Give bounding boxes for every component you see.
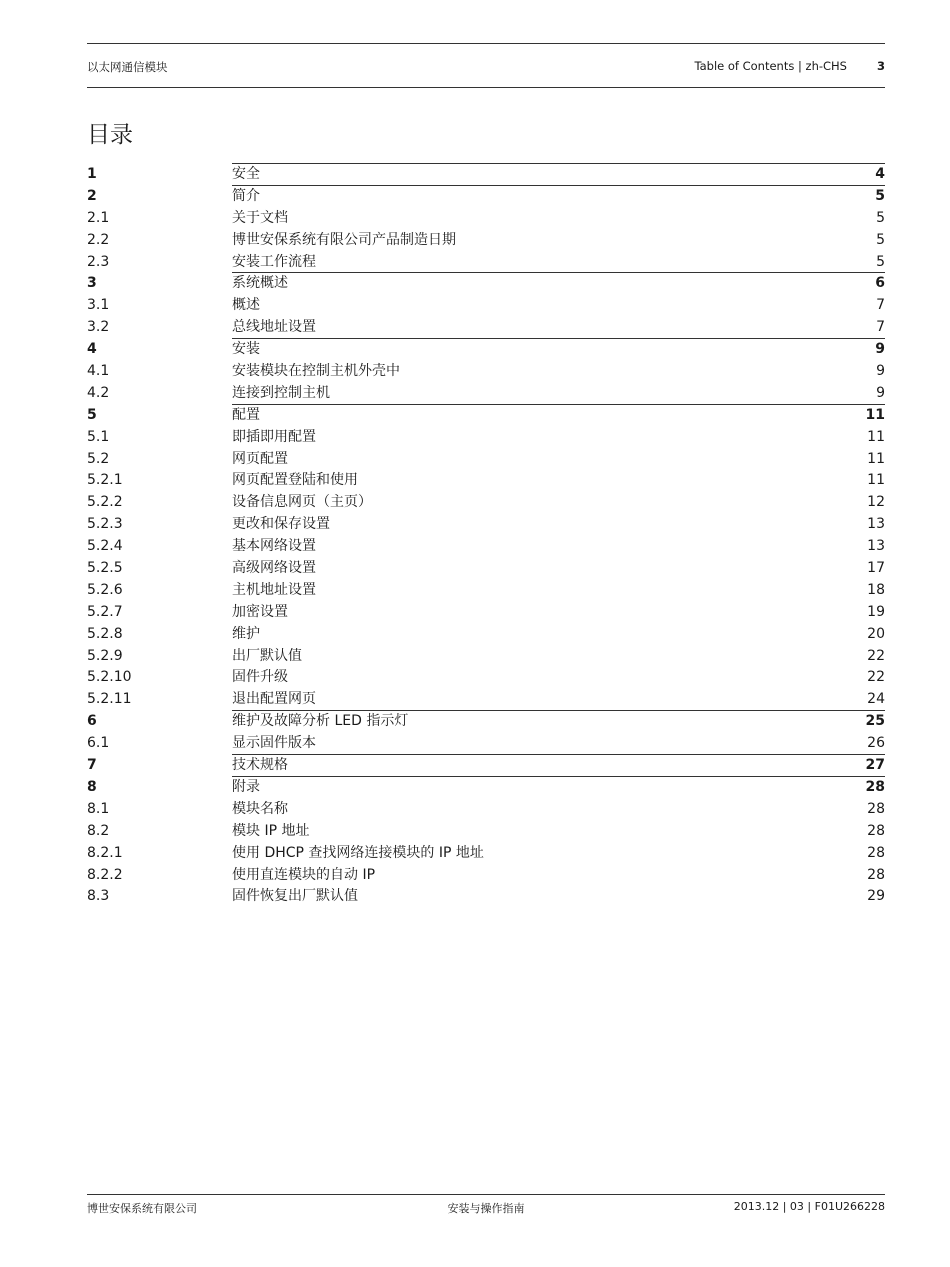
toc-entry-title: 网页配置登陆和使用 — [232, 472, 358, 489]
toc-entry[interactable] — [87, 513, 885, 535]
toc-entry-number: 8.2.1 — [87, 844, 123, 861]
toc-entry-title: 使用直连模块的自动 IP — [232, 866, 376, 883]
toc-entry-title: 安装 — [232, 341, 260, 358]
toc-entry[interactable] — [87, 754, 885, 776]
toc-entry[interactable] — [87, 448, 885, 470]
toc-entry-number: 5.2.2 — [87, 494, 123, 511]
toc-entry-page: 18 — [867, 581, 885, 598]
footer-doc-info: 2013.12 | 03 | F01U266228 — [733, 1200, 885, 1213]
toc-entry-page: 11 — [867, 450, 885, 467]
toc-entry-number: 2.3 — [87, 253, 110, 270]
toc-entry[interactable] — [87, 798, 885, 820]
toc-entry-number: 8.2.2 — [87, 866, 123, 883]
toc-entry[interactable] — [87, 294, 885, 316]
toc-entry-page: 11 — [867, 428, 885, 445]
toc-entry-page: 9 — [876, 363, 885, 380]
toc-entry-page: 26 — [867, 735, 885, 752]
toc-entry-title: 概述 — [232, 297, 260, 314]
toc-entry[interactable] — [87, 316, 885, 338]
toc-entry-number: 8.3 — [87, 888, 110, 905]
toc-entry-title: 安装模块在控制主机外壳中 — [232, 363, 400, 380]
toc-entry-number: 2 — [87, 187, 97, 204]
toc-entry[interactable] — [87, 557, 885, 579]
toc-entry[interactable] — [87, 885, 885, 907]
header-page-number: 3 — [876, 59, 885, 73]
toc-entry-number: 5.1 — [87, 428, 110, 445]
toc-entry-page: 5 — [875, 187, 885, 204]
toc-entry-title: 退出配置网页 — [232, 691, 316, 708]
toc-entry-number: 5.2.10 — [87, 669, 132, 686]
toc-entry-number: 5.2.3 — [87, 516, 123, 533]
toc-entry-title: 系统概述 — [232, 275, 288, 292]
toc-entry-page: 11 — [865, 406, 885, 423]
toc-entry-title: 安全 — [232, 166, 260, 182]
toc-entry-number: 8.1 — [87, 800, 110, 817]
toc-entry[interactable] — [87, 776, 885, 798]
toc-entry-page: 28 — [867, 844, 885, 861]
toc-entry-page: 11 — [867, 472, 885, 489]
toc-entry-title: 网页配置 — [232, 450, 288, 467]
toc-entry-number: 2.1 — [87, 209, 110, 226]
toc-entry-title: 技术规格 — [232, 757, 288, 774]
header-right — [694, 59, 885, 73]
toc-entry-page: 24 — [867, 691, 885, 708]
toc-entry-title: 基本网络设置 — [232, 538, 316, 555]
toc-entry-title: 固件恢复出厂默认值 — [232, 888, 358, 905]
toc-entry-number: 5.2.11 — [87, 691, 132, 708]
toc-entry-number: 6.1 — [87, 735, 110, 752]
toc-entry-page: 9 — [876, 384, 885, 401]
toc-entry-title: 配置 — [232, 406, 260, 423]
toc-entry[interactable] — [87, 272, 885, 294]
toc-entry-title: 总线地址设置 — [232, 319, 316, 336]
toc-entry[interactable] — [87, 579, 885, 601]
toc-entry-number: 5.2.4 — [87, 538, 123, 555]
toc-entry-page: 13 — [867, 538, 885, 555]
toc-entry-page: 27 — [865, 757, 885, 774]
toc-entry[interactable] — [87, 710, 885, 732]
toc-entry-number: 5.2.6 — [87, 581, 123, 598]
toc-entry-title: 附录 — [232, 778, 260, 795]
toc-entry-title: 使用 DHCP 查找网络连接模块的 IP 地址 — [232, 844, 484, 861]
toc-entry-number: 5.2.9 — [87, 647, 123, 664]
toc-entry-title: 设备信息网页（主页） — [232, 494, 372, 511]
toc-entry[interactable] — [87, 163, 885, 185]
toc-entry-title: 高级网络设置 — [232, 560, 316, 577]
header-product: 以太网通信模块 — [87, 60, 168, 74]
toc-entry-page: 19 — [867, 603, 885, 620]
toc-entry-page: 4 — [875, 166, 885, 182]
toc-entry-number: 4.2 — [87, 384, 110, 401]
toc-entry-page: 28 — [865, 778, 885, 795]
toc-entry-number: 4.1 — [87, 363, 110, 380]
toc-entry-page: 7 — [876, 297, 885, 314]
toc-entry[interactable] — [87, 360, 885, 382]
toc-entry-title: 连接到控制主机 — [232, 384, 330, 401]
toc-entry-number: 5.2.1 — [87, 472, 123, 489]
toc-title: 目录 — [87, 122, 133, 148]
toc-entry-title: 显示固件版本 — [232, 735, 316, 752]
toc-entry-page: 5 — [876, 231, 885, 248]
footer-company: 博世安保系统有限公司 — [87, 1202, 197, 1215]
toc-entry-number: 3.1 — [87, 297, 110, 314]
toc-entry[interactable] — [87, 426, 885, 448]
toc-entry-page: 28 — [867, 866, 885, 883]
toc-entry[interactable] — [87, 338, 885, 360]
toc-entry-number: 5.2.8 — [87, 625, 123, 642]
toc-entry-number: 7 — [87, 757, 97, 774]
toc-entry-number: 4 — [87, 341, 97, 358]
toc-entry-title: 简介 — [232, 187, 260, 204]
toc-entry[interactable] — [87, 229, 885, 251]
toc-entry-page: 17 — [867, 560, 885, 577]
toc-entry-title: 加密设置 — [232, 603, 288, 620]
toc-entry[interactable] — [87, 732, 885, 754]
toc-entry-page: 6 — [875, 275, 885, 292]
toc-entry-page: 22 — [867, 669, 885, 686]
toc-entry-page: 7 — [876, 319, 885, 336]
toc-entry-number: 5 — [87, 406, 97, 423]
toc-entry-number: 6 — [87, 713, 97, 730]
toc-entry[interactable] — [87, 382, 885, 404]
toc-entry[interactable] — [87, 185, 885, 207]
toc-entry-page: 28 — [867, 800, 885, 817]
toc-entry[interactable] — [87, 469, 885, 491]
toc-entry-number: 1 — [87, 166, 97, 182]
toc-entry[interactable] — [87, 688, 885, 710]
toc-entry-page: 28 — [867, 822, 885, 839]
toc-entry-number: 5.2 — [87, 450, 110, 467]
toc-entry[interactable] — [87, 535, 885, 557]
toc-entry-page: 9 — [875, 341, 885, 358]
toc-entry-page: 20 — [867, 625, 885, 642]
toc-entry[interactable] — [87, 864, 885, 886]
toc-entry-title: 安装工作流程 — [232, 253, 316, 270]
toc-list — [87, 163, 885, 907]
toc-entry-page: 29 — [867, 888, 885, 905]
toc-entry-title: 博世安保系统有限公司产品制造日期 — [232, 231, 456, 248]
toc-entry-title: 维护 — [232, 625, 260, 642]
toc-entry-title: 关于文档 — [232, 209, 288, 226]
toc-entry[interactable] — [87, 404, 885, 426]
toc-entry-title: 模块名称 — [232, 800, 288, 817]
toc-entry-number: 8.2 — [87, 822, 110, 839]
toc-entry[interactable] — [87, 666, 885, 688]
header-section: Table of Contents | zh-CHS — [694, 59, 847, 73]
toc-entry-title: 出厂默认值 — [232, 647, 302, 664]
toc-entry-title: 更改和保存设置 — [232, 516, 330, 533]
toc-entry[interactable] — [87, 820, 885, 842]
toc-entry-page: 22 — [867, 647, 885, 664]
toc-entry-number: 3.2 — [87, 319, 110, 336]
page-footer — [87, 1194, 885, 1215]
toc-entry[interactable] — [87, 207, 885, 229]
footer-doc-title: 安装与操作指南 — [447, 1202, 525, 1215]
toc-entry-title: 主机地址设置 — [232, 581, 316, 598]
toc-entry[interactable] — [87, 623, 885, 645]
toc-entry-number: 2.2 — [87, 231, 110, 248]
toc-entry-title: 模块 IP 地址 — [232, 822, 310, 839]
toc-entry-title: 维护及故障分析 LED 指示灯 — [232, 713, 409, 730]
toc-entry[interactable] — [87, 842, 885, 864]
toc-entry-number: 3 — [87, 275, 97, 292]
toc-entry-title: 即插即用配置 — [232, 428, 316, 445]
toc-entry[interactable] — [87, 601, 885, 623]
page-header — [87, 43, 885, 88]
toc-entry-page: 25 — [865, 713, 885, 730]
toc-entry[interactable] — [87, 645, 885, 667]
toc-entry-number: 5.2.7 — [87, 603, 123, 620]
toc-entry-page: 5 — [876, 209, 885, 226]
toc-entry-page: 13 — [867, 516, 885, 533]
toc-entry[interactable] — [87, 491, 885, 513]
toc-entry-number: 8 — [87, 778, 97, 795]
toc-entry-page: 12 — [867, 494, 885, 511]
toc-entry-title: 固件升级 — [232, 669, 288, 686]
toc-entry[interactable] — [87, 251, 885, 273]
toc-entry-number: 5.2.5 — [87, 560, 123, 577]
toc-entry-page: 5 — [876, 253, 885, 270]
